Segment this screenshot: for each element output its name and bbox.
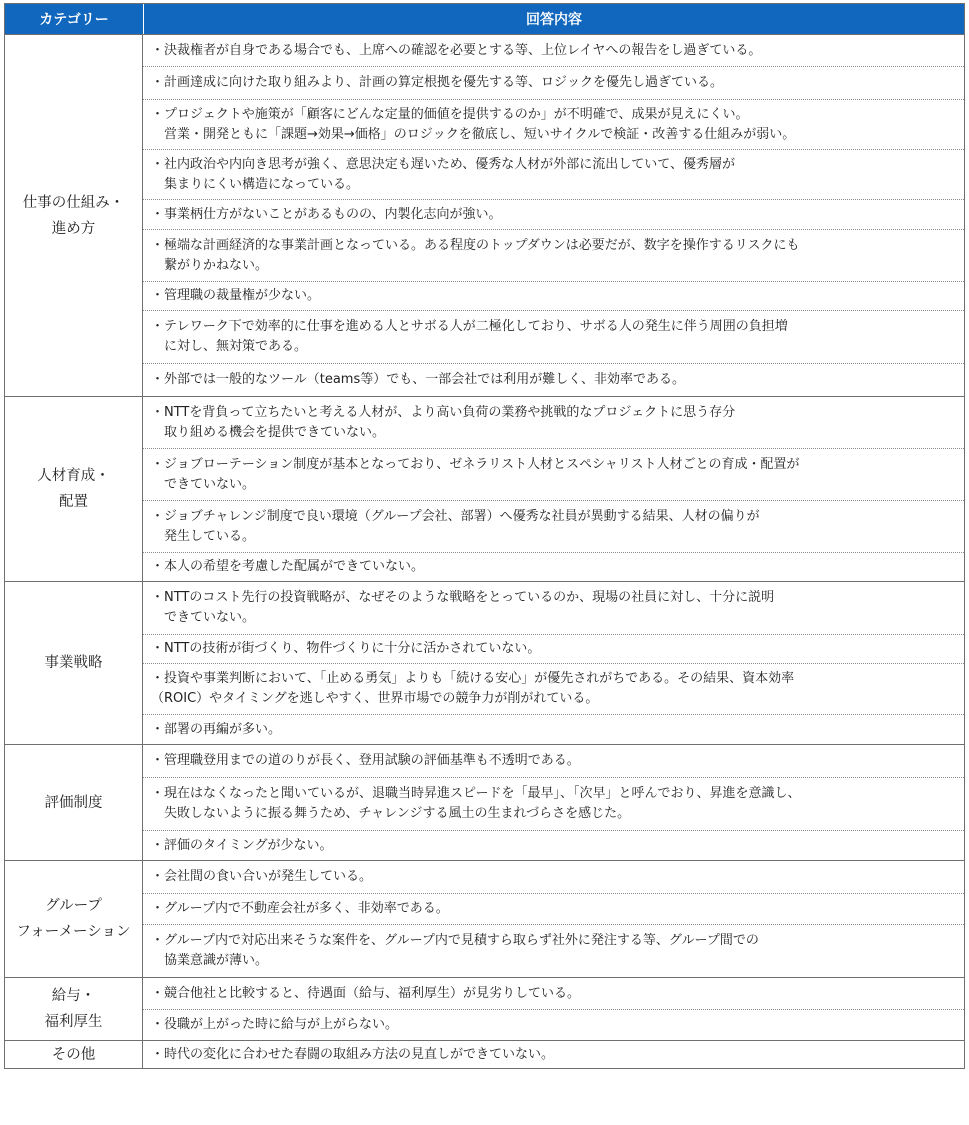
answer-item: ・計画達成に向けた取り組みより、計画の算定根拠を優先する等、ロジックを優先し過ぎている。 xyxy=(143,66,964,99)
answer-list xyxy=(143,582,964,744)
category-label: その他 xyxy=(5,1041,143,1068)
answer-item: ・NTTのコスト先行の投資戦略が、なぜそのような戦略をとっているのか、現場の社員に対し、十分に説明 できていない。 xyxy=(151,590,775,625)
answer-item: ・部署の再編が多い。 xyxy=(143,714,964,744)
category-label: 事業戦略 xyxy=(5,582,143,744)
category-row-compensation xyxy=(5,977,964,1040)
category-row-evaluation xyxy=(5,744,964,860)
category-row-other xyxy=(5,1040,964,1068)
answer-item: ・現在はなくなったと聞いているが、退職当時昇進スピードを「最早」、「次早」と呼んでおり、昇進を意識し、 失敗しないように振る舞うため、チャレンジする風土の生まれづらさを感じた。 xyxy=(143,777,964,830)
category-label: 評価制度 xyxy=(5,745,143,860)
table-header xyxy=(5,4,964,34)
answer-item: ・会社間の食い合いが発生している。 xyxy=(151,869,373,884)
answer-item: ・外部では一般的なツール（teams等）でも、一部会社では利用が難しく、非効率である。 xyxy=(143,363,964,396)
answer-list xyxy=(143,35,964,396)
answer-list xyxy=(143,745,964,860)
answer-item: ・ジョブローテーション制度が基本となっており、ゼネラリスト人材とスペシャリスト人材ごとの育成・配置が できていない。 xyxy=(143,448,964,500)
answer-item: ・社内政治や内向き思考が強く、意思決定も遅いため、優秀な人材が外部に流出していて、優秀層が 集まりにくい構造になっている。 xyxy=(143,149,964,199)
answer-item: ・ジョブチャレンジ制度で良い環境（グループ会社、部署）へ優秀な社員が異動する結果、人材の偏りが 発生している。 xyxy=(143,500,964,552)
category-row-work-process xyxy=(5,34,964,396)
header-category: カテゴリー xyxy=(5,4,144,34)
category-row-strategy xyxy=(5,581,964,744)
category-label: 人材育成・ 配置 xyxy=(5,397,143,581)
answer-item: ・グループ内で不動産会社が多く、非効率である。 xyxy=(143,893,964,924)
answer-item: ・グループ内で対応出来そうな案件を、グループ内で見積すら取らず社外に発注する等、グループ間での 協業意識が薄い。 xyxy=(143,924,964,977)
answer-item: ・管理職登用までの道のりが長く、登用試験の評価基準も不透明である。 xyxy=(151,753,580,768)
answer-item: ・評価のタイミングが少ない。 xyxy=(143,830,964,860)
category-label: 仕事の仕組み・ 進め方 xyxy=(5,35,143,396)
answer-item: ・事業柄仕方がないことがあるものの、内製化志向が強い。 xyxy=(143,199,964,229)
answer-list xyxy=(143,1041,964,1068)
answer-item: ・NTTを背負って立ちたいと考える人材が、より高い負荷の業務や挑戦的なプロジェクトに思う存分 取り組める機会を提供できていない。 xyxy=(151,404,736,440)
category-row-talent xyxy=(5,396,964,581)
answer-item: ・テレワーク下で効率的に仕事を進める人とサボる人が二極化しており、サボる人の発生に伴う周囲の負担増 に対し、無対策である。 xyxy=(143,310,964,363)
answer-list xyxy=(143,397,964,581)
answer-item: ・時代の変化に合わせた春闘の取組み方法の見直しができていない。 xyxy=(151,1046,555,1062)
category-label: 給与・ 福利厚生 xyxy=(5,978,143,1040)
answer-item: ・NTTの技術が街づくり、物件づくりに十分に活かされていない。 xyxy=(143,634,964,663)
answer-item: ・競合他社と比較すると、待遇面（給与、福利厚生）が見劣りしている。 xyxy=(151,985,581,1001)
answer-list xyxy=(143,978,964,1040)
category-row-group-formation xyxy=(5,860,964,977)
answer-list xyxy=(143,861,964,977)
answer-item: ・決裁権者が自身である場合でも、上席への確認を必要とする等、上位レイヤへの報告をし過ぎている。 xyxy=(151,42,762,58)
answer-item: ・投資や事業判断において、「止める勇気」よりも「続ける安心」が優先されがちである。その結果、資本効率 （ROIC）やタイミングを逃しやすく、世界市場での競争力が削がれている。 xyxy=(143,663,964,714)
answer-item: ・役職が上がった時に給与が上がらない。 xyxy=(143,1009,964,1040)
answer-item: ・プロジェクトや施策が「顧客にどんな定量的価値を提供するのか」が不明確で、成果が見えにくい。 営業・開発ともに「課題→効果→価格」のロジックを徹底し、短いサイクルで検証・改善する仕組みが弱い。 xyxy=(143,99,964,149)
feedback-table xyxy=(4,3,965,1069)
category-label: グループ フォーメーション xyxy=(5,861,143,977)
answer-item: ・管理職の裁量権が少ない。 xyxy=(143,281,964,310)
answer-item: ・本人の希望を考慮した配属ができていない。 xyxy=(143,552,964,581)
header-answer: 回答内容 xyxy=(526,12,582,28)
answer-item: ・極端な計画経済的な事業計画となっている。ある程度のトップダウンは必要だが、数字を操作するリスクにも 繋がりかねない。 xyxy=(143,229,964,281)
